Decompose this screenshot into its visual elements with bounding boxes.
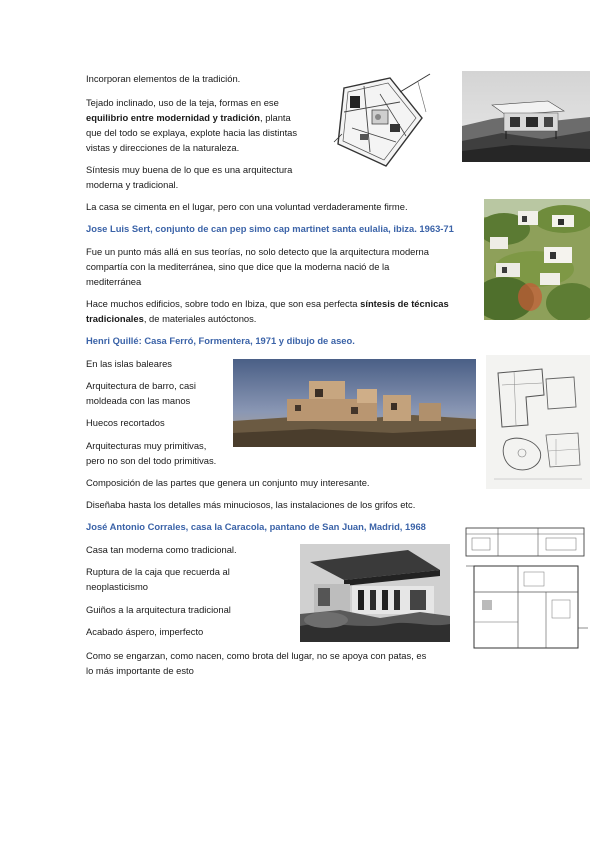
paragraph-tejado-line3: que del todo se explaya, explote hacia las distintas [86,127,298,138]
paragraph-sintesis-line1: Síntesis muy buena de lo que es una arquitectura [86,164,293,175]
paragraph-ruptura-line1: Ruptura de la caja que recuerda al [86,566,230,577]
technical-drawing-caracola [462,518,590,654]
paragraph-islas: En las islas baleares [86,358,172,369]
paragraph-primitivas-line2: pero no son del todo primitivas. [86,455,217,466]
paragraph-fue-line1: Fue un punto más allá en sus teorías, no solo detecto que la arquitectura moderna [86,246,429,257]
paragraph-disenaba: Diseñaba hasta los detalles más minuciosos, las instalaciones de los grifos etc. [86,499,416,510]
paragraph-engarzan-line2: lo más importante de esto [86,665,194,676]
paragraph-incorporan: Incorporan elementos de la tradición. [86,73,241,84]
paragraph-fue-line2: compartía con la mediterránea, sino que dice que la moderna nació de la [86,261,390,272]
house-photo-color-ferro [233,359,476,447]
bold-tradicionales: tradicionales [86,313,144,324]
paragraph-huecos: Huecos recortados [86,417,165,428]
house-photo-bw-1 [462,71,590,162]
paragraph-barro-line1: Arquitectura de barro, casi [86,380,196,391]
sketch-drawing-ferro [486,355,590,489]
paragraph-tejado-line1: Tejado inclinado, uso de la teja, formas en ese [86,97,279,108]
floor-plan-drawing-1 [330,72,434,172]
paragraph-barro-line2: moldeada con las manos [86,395,191,406]
paragraph-composicion: Composición de las partes que genera un conjunto muy interesante. [86,477,370,488]
paragraph-tejado-line4: vistas y direcciones de la naturaleza. [86,142,240,153]
paragraph-ruptura-line2: neoplasticismo [86,581,149,592]
paragraph-hace-line2 [86,311,256,327]
paragraph-sintesis-line2: moderna y tradicional. [86,179,179,190]
bold-sintesis: síntesis de técnicas [360,298,449,309]
heading-corrales: José Antonio Corrales, casa la Caracola, pantano de San Juan, Madrid, 1968 [86,521,426,532]
paragraph-acabado: Acabado áspero, imperfecto [86,626,204,637]
paragraph-fue-line3: mediterránea [86,276,142,287]
text-materiales: , de materiales autóctonos. [143,313,257,324]
house-photo-color-ibiza [484,199,590,320]
house-photo-bw-caracola [300,544,450,642]
paragraph-primitivas-line1: Arquitecturas muy primitivas, [86,440,207,451]
heading-quille: Henri Quillé: Casa Ferró, Formentera, 1971 y dibujo de aseo. [86,335,355,346]
paragraph-casa-tan: Casa tan moderna como tradicional. [86,544,237,555]
bold-equilibrio: equilibrio entre modernidad y tradición [86,112,260,123]
paragraph-tejado-line2 [86,110,291,126]
paragraph-cimenta: La casa se cimenta en el lugar, pero con una voluntad verdaderamente firme. [86,201,408,212]
paragraph-engarzan-line1: Como se engarzan, como nacen, como brota del lugar, no se apoya con patas, es [86,650,427,661]
paragraph-guinos: Guiños a la arquitectura tradicional [86,604,231,615]
text-planta: , planta [259,112,291,123]
heading-sert: Jose Luis Sert, conjunto de can pep simo cap martinet santa eulalia, ibiza. 1963-71 [86,223,454,234]
paragraph-hace-line1 [86,296,449,312]
text-hace: Hace muchos edificios, sobre todo en Ibiza, que son esa perfecta [86,298,361,309]
